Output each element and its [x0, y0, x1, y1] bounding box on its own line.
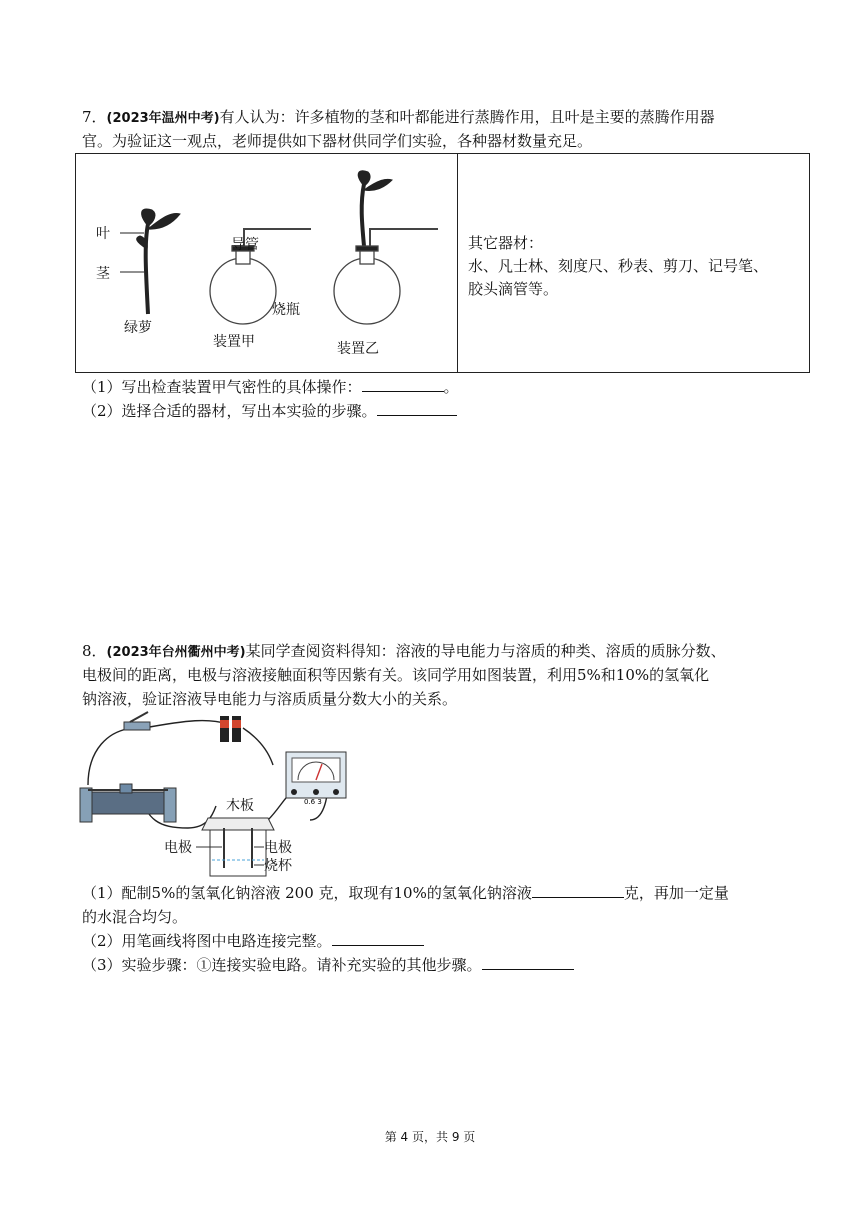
ammeter-drawing — [286, 752, 346, 806]
q8-sub3-blank[interactable] — [482, 955, 574, 970]
label-tube: 导管 — [231, 237, 259, 253]
rheostat-drawing — [80, 784, 176, 822]
q7-apparatus-figure — [76, 154, 456, 372]
q8-stem-line3 — [82, 688, 457, 710]
q8-text2: 电极间的距离，电极与溶液接触面积等因紫有关。该同学用如图装置，利用5%和10%的氢氧化 — [82, 666, 710, 684]
label-electrode-right: 电极 — [264, 840, 292, 856]
label-electrode-left: 电极 — [164, 840, 192, 856]
label-device-b: 装置乙 — [337, 341, 379, 357]
plant-in-flask-b — [358, 171, 392, 246]
q8-source: (2023年台州衢州中考) — [106, 645, 246, 660]
q7-stem-line2 — [82, 130, 592, 152]
q8-sub3-text: （3）实验步骤：①连接实验电路。请补充实验的其他步骤。 — [82, 956, 482, 974]
q7-sub2 — [82, 400, 457, 422]
q7-sub1 — [82, 376, 459, 398]
q7-number: 7． — [82, 108, 107, 126]
flask-b — [334, 229, 438, 324]
page-footer: 第 4 页，共 9 页 — [384, 1130, 476, 1144]
q8-sub1-blank[interactable] — [532, 883, 624, 898]
other-equipment-cell — [468, 232, 808, 301]
q8-sub2-blank[interactable] — [332, 931, 424, 946]
q8-sub1-cont: 的水混合均匀。 — [82, 908, 188, 926]
label-stem: 茎 — [96, 266, 110, 282]
q8-sub1-text-end: 克，再加一定量 — [623, 884, 729, 902]
q7-sub2-blank[interactable] — [377, 401, 457, 416]
q7-sub1-blank[interactable] — [362, 377, 444, 392]
q8-sub3 — [82, 954, 574, 976]
q7-equipment-table — [75, 153, 810, 373]
q8-sub2 — [82, 930, 424, 952]
label-flask: 烧瓶 — [272, 302, 300, 318]
q7-text2: 官。为验证这一观点，老师提供如下器材供同学们实验，各种器材数量充足。 — [82, 132, 593, 150]
q8-circuit-figure — [78, 710, 378, 880]
other-equipment-title: 其它器材： — [468, 234, 544, 252]
q8-stem-line2 — [82, 664, 709, 686]
plant-drawing — [137, 209, 180, 314]
q8-sub1-line2 — [82, 906, 187, 928]
q7-stem-line1 — [82, 106, 715, 130]
q7-source: (2023年温州中考) — [106, 111, 220, 126]
q8-text1: 某同学查阅资料得知：溶液的导电能力与溶质的种类、溶质的质脉分数、 — [245, 642, 726, 660]
label-device-a: 装置甲 — [213, 334, 255, 350]
q8-number: 8． — [82, 642, 107, 660]
q7-sub1-text: （1）写出检查装置甲气密性的具体操作： — [82, 378, 362, 396]
q7-text1: 有人认为：许多植物的茎和叶都能进行蒸腾作用，且叶是主要的蒸腾作用器 — [219, 108, 715, 126]
q8-sub2-text: （2）用笔画线将图中电路连接完整。 — [82, 932, 332, 950]
table-divider — [457, 154, 458, 372]
other-equipment-line2: 胶头滴管等。 — [468, 280, 559, 298]
label-plant: 绿萝 — [124, 320, 152, 336]
label-leaf: 叶 — [96, 226, 110, 242]
other-equipment-line1: 水、凡士林、刻度尺、秒表、剪刀、记号笔、 — [468, 257, 769, 275]
q7-sub2-text: （2）选择合适的器材，写出本实验的步骤。 — [82, 402, 377, 420]
q8-text3: 钠溶液，验证溶液导电能力与溶质质量分数大小的关系。 — [82, 690, 458, 708]
ammeter-scale-label: 0.6 3 — [304, 798, 322, 806]
q7-sub1-end: 。 — [443, 378, 459, 396]
label-board: 木板 — [226, 798, 254, 814]
switch-drawing — [124, 712, 150, 730]
q8-sub1-text: （1）配制5%的氢氧化钠溶液 200 克，取现有10%的氢氧化钠溶液 — [82, 884, 532, 902]
label-beaker: 烧杯 — [264, 858, 292, 874]
q8-stem-line1 — [82, 640, 726, 664]
battery-drawing — [220, 716, 241, 742]
q8-sub1-line1 — [82, 882, 729, 904]
